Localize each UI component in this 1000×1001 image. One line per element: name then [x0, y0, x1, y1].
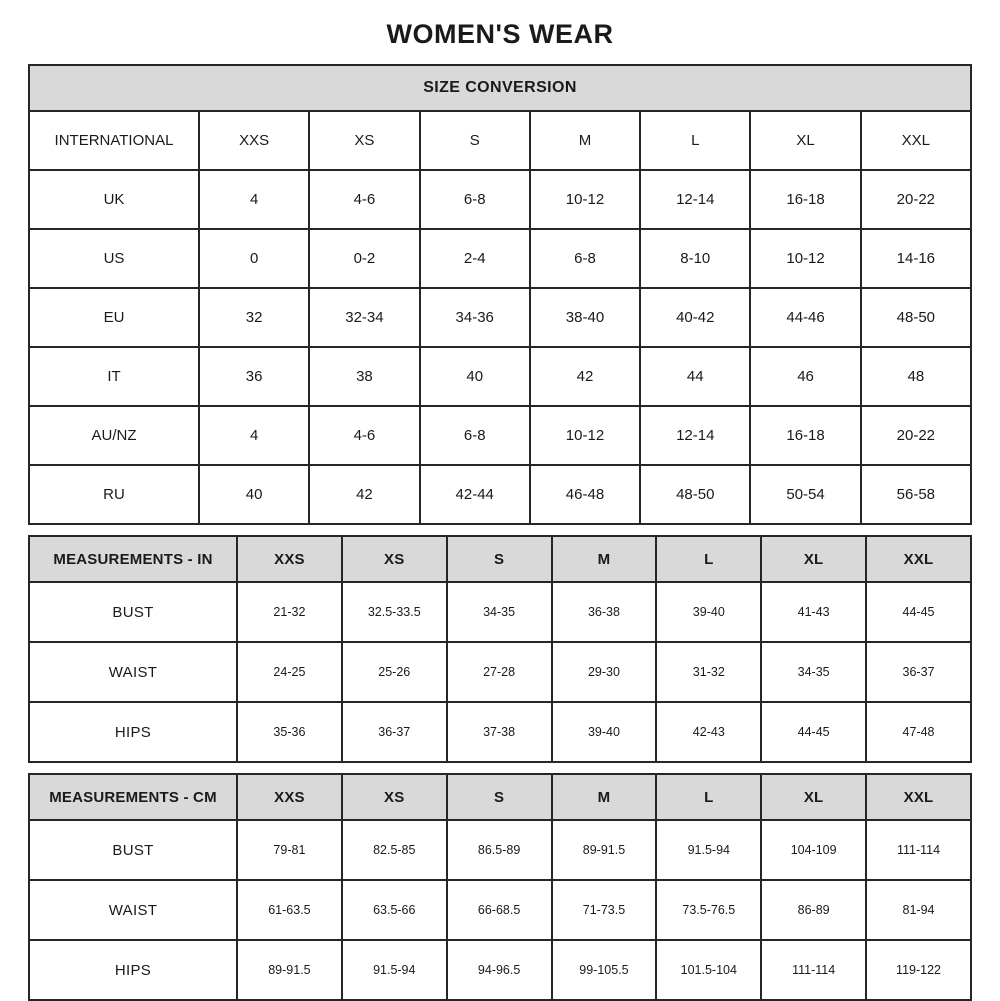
size-value: 44 — [640, 347, 750, 406]
size-value: 20-22 — [861, 406, 971, 465]
size-value: 44-46 — [750, 288, 860, 347]
measure-value: 41-43 — [761, 582, 866, 642]
measure-value: 34-35 — [447, 582, 552, 642]
measurements-in-header-row — [29, 536, 971, 582]
measure-value: 81-94 — [866, 880, 971, 940]
measure-value: 91.5-94 — [342, 940, 447, 1000]
measure-value: 89-91.5 — [237, 940, 342, 1000]
measurements-cm-header-row — [29, 774, 971, 820]
size-column-s: S — [447, 536, 552, 582]
size-column-xxs: XXS — [199, 111, 309, 170]
size-column-s: S — [420, 111, 530, 170]
region-label: IT — [29, 347, 199, 406]
measure-value: 42-43 — [656, 702, 761, 762]
size-value: 56-58 — [861, 465, 971, 524]
measure-value: 61-63.5 — [237, 880, 342, 940]
size-value: 32-34 — [309, 288, 419, 347]
conversion-columns-row — [29, 111, 971, 170]
measurements-in-table — [28, 535, 972, 763]
size-value: 40 — [199, 465, 309, 524]
size-column-xl: XL — [750, 111, 860, 170]
size-value: 6-8 — [530, 229, 640, 288]
measure-value: 31-32 — [656, 642, 761, 702]
size-column-xs: XS — [342, 774, 447, 820]
size-column-xxl: XXL — [861, 111, 971, 170]
size-value: 16-18 — [750, 406, 860, 465]
conversion-row-it — [29, 347, 971, 406]
measure-value: 82.5-85 — [342, 820, 447, 880]
measure-value: 111-114 — [866, 820, 971, 880]
measurements-in-row-waist — [29, 642, 971, 702]
size-value: 38-40 — [530, 288, 640, 347]
size-column-xxl: XXL — [866, 774, 971, 820]
size-value: 46-48 — [530, 465, 640, 524]
measurements-cm-row-waist — [29, 880, 971, 940]
measure-value: 111-114 — [761, 940, 866, 1000]
conversion-row-eu — [29, 288, 971, 347]
measurements-cm-row-bust — [29, 820, 971, 880]
measure-value: 101.5-104 — [656, 940, 761, 1000]
size-value: 40 — [420, 347, 530, 406]
measure-value: 21-32 — [237, 582, 342, 642]
size-value: 14-16 — [861, 229, 971, 288]
size-value: 40-42 — [640, 288, 750, 347]
region-label: RU — [29, 465, 199, 524]
measure-value: 39-40 — [656, 582, 761, 642]
size-value: 42 — [309, 465, 419, 524]
size-value: 10-12 — [530, 406, 640, 465]
measure-value: 94-96.5 — [447, 940, 552, 1000]
size-conversion-table — [28, 64, 972, 525]
size-column-s: S — [447, 774, 552, 820]
size-value: 8-10 — [640, 229, 750, 288]
size-column-xl: XL — [761, 536, 866, 582]
size-value: 36 — [199, 347, 309, 406]
size-column-xxs: XXS — [237, 774, 342, 820]
size-value: 20-22 — [861, 170, 971, 229]
region-label: UK — [29, 170, 199, 229]
size-value: 6-8 — [420, 406, 530, 465]
size-value: 48-50 — [861, 288, 971, 347]
size-value: 42-44 — [420, 465, 530, 524]
size-value: 38 — [309, 347, 419, 406]
measurements-cm-label: MEASUREMENTS - CM — [29, 774, 237, 820]
size-value: 42 — [530, 347, 640, 406]
measure-value: 66-68.5 — [447, 880, 552, 940]
measure-value: 37-38 — [447, 702, 552, 762]
measure-label: HIPS — [29, 940, 237, 1000]
measurements-in-row-hips — [29, 702, 971, 762]
size-column-xs: XS — [309, 111, 419, 170]
measure-value: 32.5-33.5 — [342, 582, 447, 642]
size-conversion-body — [29, 65, 971, 524]
measure-value: 47-48 — [866, 702, 971, 762]
measure-value: 71-73.5 — [552, 880, 657, 940]
size-value: 4-6 — [309, 170, 419, 229]
size-column-l: L — [656, 774, 761, 820]
size-value: 6-8 — [420, 170, 530, 229]
conversion-row-au-nz — [29, 406, 971, 465]
measure-value: 39-40 — [552, 702, 657, 762]
measure-value: 29-30 — [552, 642, 657, 702]
size-column-xxl: XXL — [866, 536, 971, 582]
size-column-l: L — [656, 536, 761, 582]
page-title: WOMEN'S WEAR — [386, 19, 614, 49]
size-column-xs: XS — [342, 536, 447, 582]
size-value: 4 — [199, 170, 309, 229]
size-column-l: L — [640, 111, 750, 170]
size-column-m: M — [552, 536, 657, 582]
measure-value: 27-28 — [447, 642, 552, 702]
size-value: 46 — [750, 347, 860, 406]
measure-label: HIPS — [29, 702, 237, 762]
region-label: US — [29, 229, 199, 288]
size-column-m: M — [552, 774, 657, 820]
size-value: 4 — [199, 406, 309, 465]
measure-value: 91.5-94 — [656, 820, 761, 880]
measure-value: 34-35 — [761, 642, 866, 702]
measure-value: 35-36 — [237, 702, 342, 762]
size-value: 4-6 — [309, 406, 419, 465]
size-value: 16-18 — [750, 170, 860, 229]
measurements-in-body — [29, 536, 971, 762]
size-value: 12-14 — [640, 406, 750, 465]
measure-value: 104-109 — [761, 820, 866, 880]
size-value: 34-36 — [420, 288, 530, 347]
column-header-international: INTERNATIONAL — [29, 111, 199, 170]
measurements-in-row-bust — [29, 582, 971, 642]
size-value: 10-12 — [530, 170, 640, 229]
measure-value: 99-105.5 — [552, 940, 657, 1000]
measure-value: 24-25 — [237, 642, 342, 702]
conversion-row-us — [29, 229, 971, 288]
size-value: 48 — [861, 347, 971, 406]
size-value: 48-50 — [640, 465, 750, 524]
measurements-in-label: MEASUREMENTS - IN — [29, 536, 237, 582]
size-column-m: M — [530, 111, 640, 170]
measure-value: 25-26 — [342, 642, 447, 702]
size-value: 32 — [199, 288, 309, 347]
size-column-xl: XL — [761, 774, 866, 820]
measure-value: 79-81 — [237, 820, 342, 880]
region-label: EU — [29, 288, 199, 347]
region-label: AU/NZ — [29, 406, 199, 465]
measure-value: 36-37 — [866, 642, 971, 702]
measurements-cm-table — [28, 773, 972, 1001]
size-value: 10-12 — [750, 229, 860, 288]
measure-label: BUST — [29, 820, 237, 880]
measure-value: 86.5-89 — [447, 820, 552, 880]
measure-label: BUST — [29, 582, 237, 642]
measure-value: 89-91.5 — [552, 820, 657, 880]
conversion-row-ru — [29, 465, 971, 524]
size-value: 2-4 — [420, 229, 530, 288]
size-value: 0-2 — [309, 229, 419, 288]
measure-value: 119-122 — [866, 940, 971, 1000]
measure-value: 44-45 — [761, 702, 866, 762]
measurements-cm-row-hips — [29, 940, 971, 1000]
measure-value: 63.5-66 — [342, 880, 447, 940]
size-conversion-header: SIZE CONVERSION — [29, 65, 971, 111]
measure-label: WAIST — [29, 880, 237, 940]
size-value: 12-14 — [640, 170, 750, 229]
size-value: 50-54 — [750, 465, 860, 524]
size-column-xxs: XXS — [237, 536, 342, 582]
size-conversion-header-row — [29, 65, 971, 111]
measure-label: WAIST — [29, 642, 237, 702]
conversion-row-uk — [29, 170, 971, 229]
measure-value: 44-45 — [866, 582, 971, 642]
measure-value: 73.5-76.5 — [656, 880, 761, 940]
measurements-cm-body — [29, 774, 971, 1000]
measure-value: 36-37 — [342, 702, 447, 762]
size-value: 0 — [199, 229, 309, 288]
measure-value: 86-89 — [761, 880, 866, 940]
measure-value: 36-38 — [552, 582, 657, 642]
